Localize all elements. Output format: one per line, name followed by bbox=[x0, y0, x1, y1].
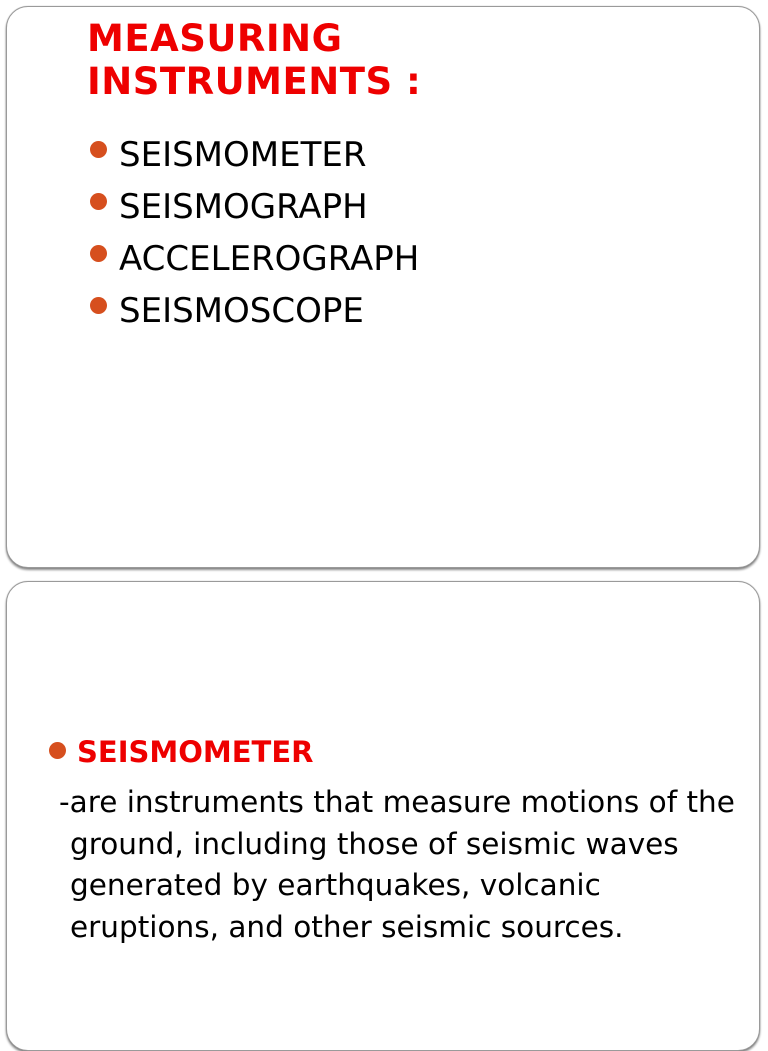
bullet-dot-icon bbox=[90, 297, 107, 314]
list-item bbox=[87, 285, 419, 337]
list-item bbox=[87, 181, 419, 233]
bullet-dot-icon bbox=[90, 193, 107, 210]
slide-measuring-instruments bbox=[6, 6, 760, 568]
list-item-label: SEISMOGRAPH bbox=[119, 187, 368, 227]
list-item bbox=[87, 233, 419, 285]
bullet-dot-icon bbox=[49, 742, 66, 759]
slide-seismometer bbox=[6, 581, 760, 1051]
list-item-label: ACCELEROGRAPH bbox=[119, 239, 420, 279]
definition-text: -are instruments that measure motions of the ground, including those of seismic waves generated by earthquakes, volcanic eruptions, and other seismic sources. bbox=[59, 785, 735, 944]
list-item-label: SEISMOSCOPE bbox=[119, 291, 364, 331]
title-line-2: INSTRUMENTS : bbox=[87, 60, 422, 103]
instrument-list bbox=[87, 129, 419, 337]
section-heading bbox=[49, 732, 313, 772]
section-heading-label: SEISMOMETER bbox=[77, 735, 314, 769]
list-item bbox=[87, 129, 419, 181]
list-item-label: SEISMOMETER bbox=[119, 135, 367, 175]
title-line-1: MEASURING bbox=[87, 17, 343, 60]
bullet-dot-icon bbox=[90, 141, 107, 158]
bullet-dot-icon bbox=[90, 245, 107, 262]
slide-title bbox=[87, 17, 421, 103]
